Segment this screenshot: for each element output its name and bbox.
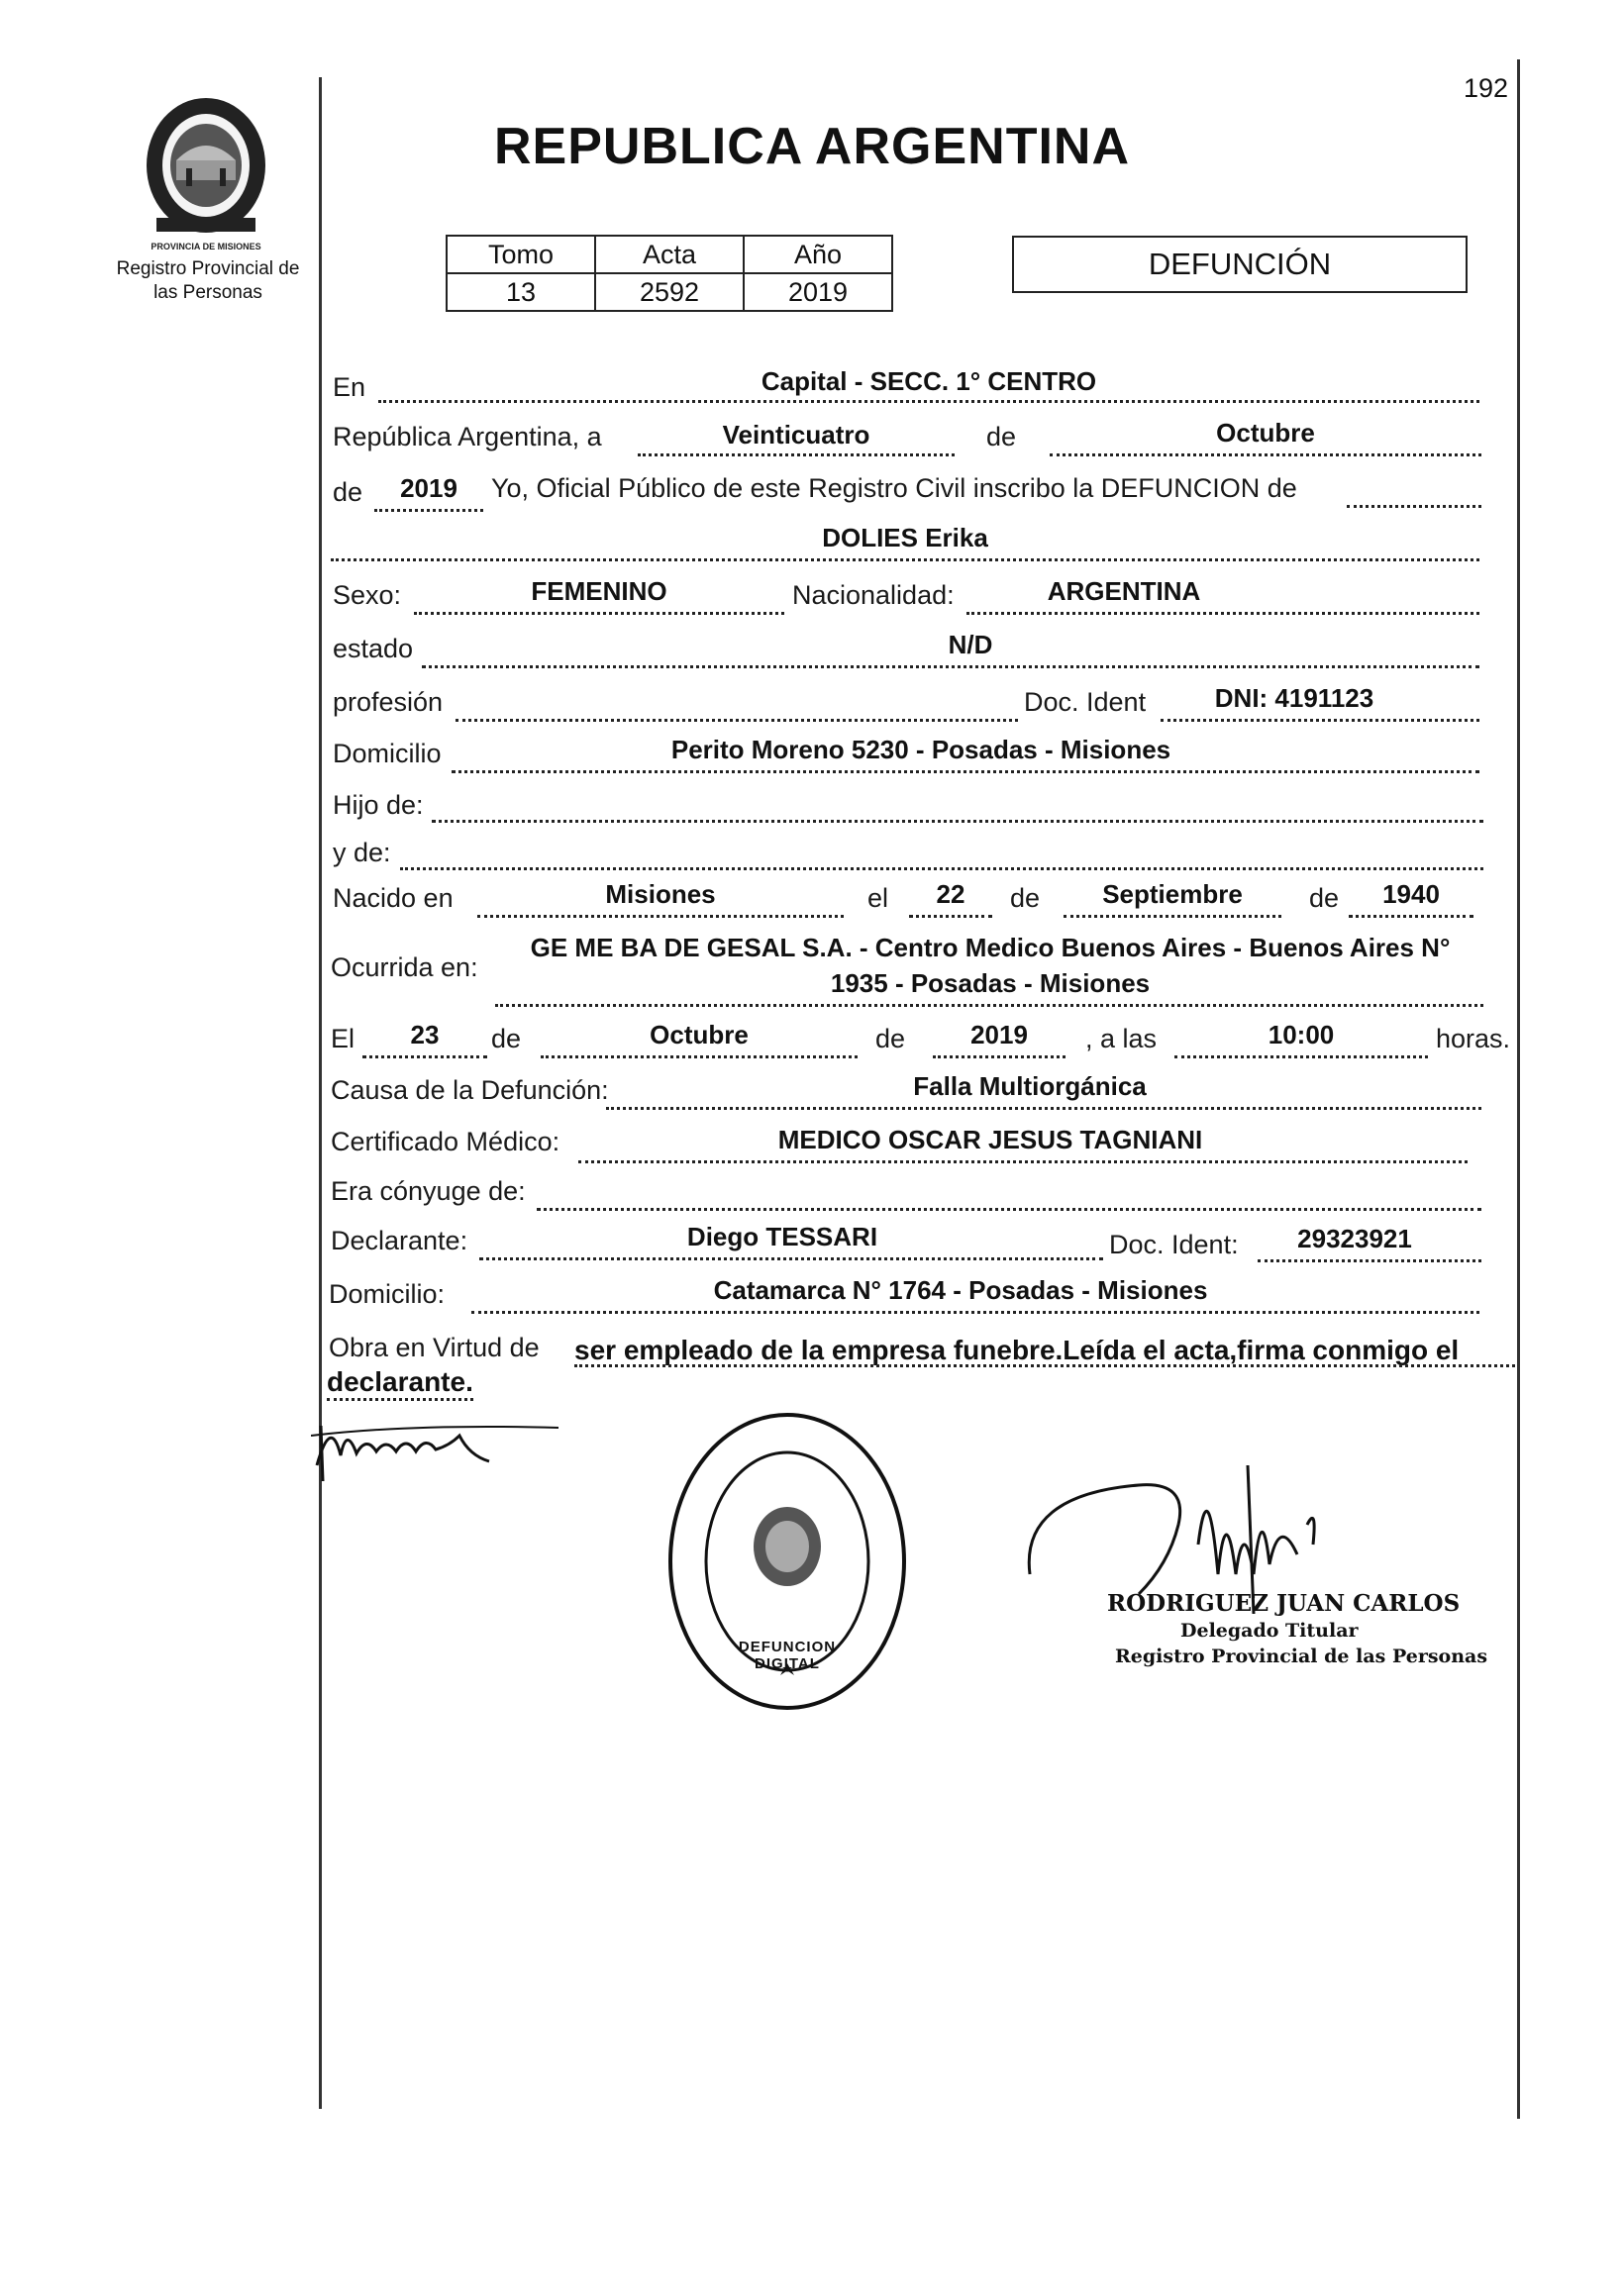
address-value: Perito Moreno 5230 - Posadas - Misiones — [670, 735, 1171, 764]
profession-line — [456, 719, 1018, 722]
reference-table-header-row — [447, 236, 892, 273]
year-line — [374, 509, 483, 512]
official-name: RODRIGUEZ JUAN CARLOS — [1107, 1590, 1461, 1617]
at-label: , a las — [1085, 1024, 1158, 1053]
spouse-line — [537, 1208, 1481, 1211]
ref-header-acta: Acta — [595, 236, 744, 273]
intro-text: Yo, Oficial Público de este Registro Civil inscribo la DEFUNCION de — [491, 473, 1297, 503]
by-virtue-line2: declarante. — [327, 1366, 473, 1397]
occurred-place-line2: 1935 - Posadas - Misiones — [830, 968, 1151, 998]
birth-day-value: 22 — [936, 879, 965, 909]
day-words-line — [638, 453, 955, 456]
declarant-line — [479, 1257, 1103, 1260]
page-title: REPUBLICA ARGENTINA — [493, 118, 1131, 175]
marital-status-label: estado — [333, 634, 414, 663]
deceased-name: DOLIES Erika — [822, 523, 988, 552]
birth-place-value: Misiones — [605, 879, 716, 909]
marital-status-value: N/D — [948, 630, 993, 659]
profession-label: profesión — [333, 687, 444, 717]
declarant-doc-line — [1258, 1259, 1481, 1262]
declarant-signature — [311, 1406, 568, 1485]
death-year-line — [933, 1055, 1066, 1058]
death-time-value: 10:00 — [1268, 1020, 1335, 1049]
registration-year: 2019 — [400, 473, 457, 503]
occurred-label: Ocurrida en: — [331, 952, 478, 982]
doc-ident-value: DNI: 4191123 — [1214, 683, 1374, 713]
ref-value-acta: 2592 — [595, 273, 744, 311]
nationality-value: ARGENTINA — [1047, 576, 1201, 606]
ref-header-tomo: Tomo — [447, 236, 595, 273]
birth-month-line — [1064, 915, 1281, 918]
and-of-label: y de: — [333, 838, 391, 867]
certifier-value: MEDICO OSCAR JESUS TAGNIANI — [777, 1125, 1203, 1154]
hours-label: horas. — [1436, 1024, 1511, 1053]
address-line — [452, 770, 1479, 773]
occurred-line — [495, 1004, 1483, 1007]
declarant-label: Declarante: — [331, 1226, 468, 1255]
by-virtue-underline1 — [574, 1364, 1515, 1367]
logo-org-line1: Registro Provincial de — [116, 258, 300, 279]
left-margin-rule — [319, 77, 322, 2109]
month-line — [1050, 453, 1481, 456]
page-number: 192 — [1464, 73, 1509, 103]
sex-label: Sexo: — [333, 580, 402, 610]
child-of-label: Hijo de: — [333, 790, 424, 820]
declarant-address-value: Catamarca N° 1764 - Posadas - Misiones — [713, 1275, 1208, 1305]
registration-month: Octubre — [1216, 418, 1315, 448]
ref-value-tomo: 13 — [447, 273, 595, 311]
logo-seal-text: PROVINCIA DE MISIONES — [151, 242, 261, 251]
de-label-1: de — [986, 422, 1017, 451]
registry-place: Capital - SECC. 1° CENTRO — [761, 366, 1097, 396]
birth-year-line — [1349, 915, 1473, 918]
birth-month-value: Septiembre — [1102, 879, 1243, 909]
official-org: Registro Provincial de las Personas — [1115, 1646, 1488, 1667]
declarant-value: Diego TESSARI — [686, 1222, 878, 1251]
deceased-name-line — [331, 558, 1479, 561]
by-virtue-underline2 — [327, 1398, 473, 1401]
ref-value-anio: 2019 — [744, 273, 892, 311]
birth-place-line — [477, 915, 844, 918]
right-margin-rule — [1517, 59, 1520, 2119]
place-line — [378, 400, 1479, 403]
doc-ident-line — [1161, 719, 1479, 722]
logo-org-line2: las Personas — [153, 282, 262, 303]
by-virtue-line1: ser empleado de la empresa funebre.Leída el acta,firma conmigo el — [574, 1335, 1460, 1365]
death-day-line — [362, 1055, 487, 1058]
declarant-doc-label: Doc. Ident: — [1109, 1230, 1239, 1259]
and-of-line — [400, 867, 1483, 870]
child-of-line — [432, 820, 1483, 823]
born-in-label: Nacido en — [333, 883, 454, 913]
nationality-label: Nacionalidad: — [792, 580, 955, 610]
de-label-2: de — [333, 477, 363, 507]
el-label-2: El — [331, 1024, 355, 1053]
record-type-box: DEFUNCIÓN — [1012, 236, 1468, 293]
sex-line — [414, 612, 784, 615]
death-day-value: 23 — [410, 1020, 440, 1049]
marital-status-line — [422, 665, 1479, 668]
cause-value: Falla Multiorgánica — [913, 1071, 1147, 1101]
address-label: Domicilio — [333, 739, 442, 768]
de-label-3: de — [1010, 883, 1041, 913]
death-month-line — [541, 1055, 858, 1058]
cause-line — [606, 1107, 1481, 1110]
logo-org-name — [99, 257, 317, 305]
birth-day-line — [909, 915, 992, 918]
seal-inner-text: DEFUNCION DIGITAL — [738, 1639, 837, 1672]
de-label-5: de — [491, 1024, 522, 1053]
birth-year-value: 1940 — [1382, 879, 1440, 909]
sex-value: FEMENINO — [531, 576, 667, 606]
declarant-address-line — [471, 1311, 1479, 1314]
by-virtue-label: Obra en Virtud de — [329, 1333, 540, 1362]
ref-header-anio: Año — [744, 236, 892, 273]
republic-label: República Argentina, a — [333, 422, 602, 451]
de-label-4: de — [1309, 883, 1340, 913]
official-title: Delegado Titular — [1180, 1620, 1359, 1642]
el-label: el — [867, 883, 889, 913]
cause-label: Causa de la Defunción: — [331, 1075, 609, 1105]
doc-ident-label: Doc. Ident — [1024, 687, 1147, 717]
reference-table-value-row — [447, 273, 892, 311]
de-label-6: de — [875, 1024, 906, 1053]
day-in-words: Veinticuatro — [722, 420, 870, 449]
certificate-label: Certificado Médico: — [331, 1127, 560, 1156]
en-label: En — [333, 372, 366, 402]
declarant-doc-value: 29323921 — [1297, 1224, 1412, 1253]
reference-table — [446, 235, 893, 312]
intro-end-line — [1347, 505, 1481, 508]
occurred-place-line1: GE ME BA DE GESAL S.A. - Centro Medico Buenos Aires - Buenos Aires N° — [530, 933, 1451, 962]
certificate-line — [578, 1160, 1468, 1163]
death-year-value: 2019 — [970, 1020, 1028, 1049]
nationality-line — [966, 612, 1479, 615]
death-month-value: Octubre — [650, 1020, 749, 1049]
spouse-label: Era cónyuge de: — [331, 1176, 526, 1206]
death-time-line — [1174, 1055, 1428, 1058]
declarant-address-label: Domicilio: — [329, 1279, 446, 1309]
